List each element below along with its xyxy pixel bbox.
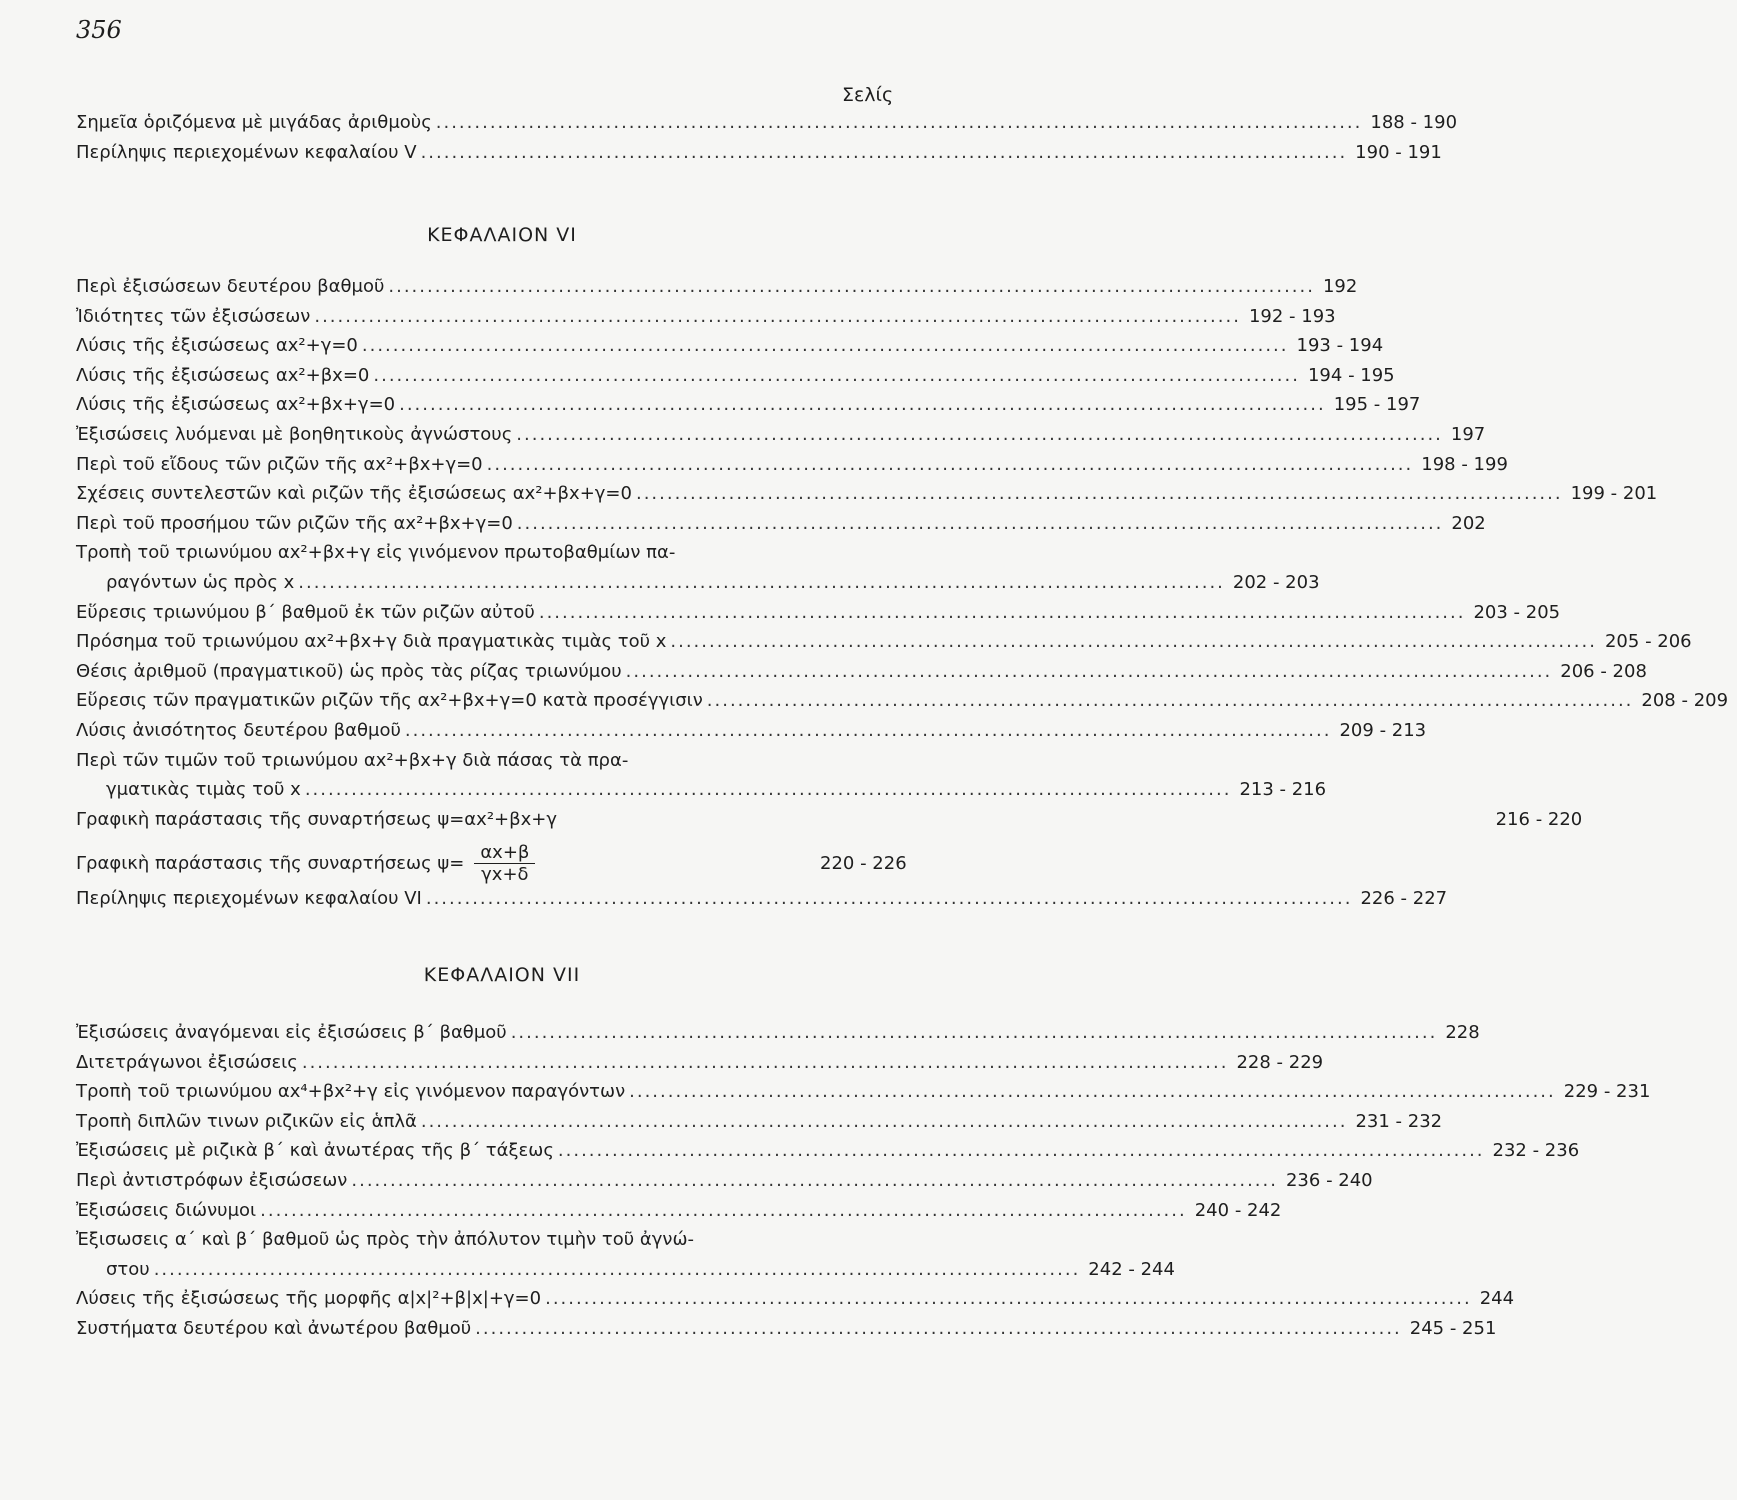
leader-dots: ........................................................................................................................ [670,631,1597,653]
toc-entry [76,1317,1497,1348]
pages-column-header: Σελίς [842,84,894,106]
toc-entry-pages: 203 - 205 [1473,601,1561,623]
toc-entry-title: Εὕρεσις τῶν πραγματικῶν ριζῶν τῆς αx²+βx+γ=0 κατὰ προσέγγισιν [76,690,703,712]
toc-entry-line2 [76,1258,1175,1289]
toc-entry [76,808,1583,839]
toc-entry-pages: 240 - 242 [1194,1199,1282,1221]
toc-entry [76,631,1692,661]
toc-entry [76,394,1421,424]
leader-dots: ........................................................................................................................ [435,112,1363,133]
leader-dots: ........................................................................................................................ [373,364,1300,386]
toc-entry [76,1051,1324,1082]
leader-dots: ........................................................................................................................ [545,1288,1472,1310]
toc-entry-pages: 194 - 195 [1307,364,1395,386]
toc-entry-pages: 195 - 197 [1333,394,1421,416]
leader-dots: ........................................................................................................................ [404,719,1332,741]
toc-entry-title: Λύσις τῆς ἐξισώσεως αx²+βx+γ=0 [76,394,396,416]
toc-entry [76,719,1427,750]
toc-entry-pages: 192 - 193 [1248,305,1336,327]
toc-entry-pages: 199 - 201 [1570,483,1658,505]
toc-entry-pages: 208 - 209 [1641,690,1729,712]
leader-dots: ........................................................................................................................ [486,453,1414,475]
toc-entry-title: Τροπὴ τοῦ τριωνύμου αx²+βx+γ εἰς γινόμενον πρωτοβαθμίων πα- [76,542,676,564]
toc-entry-title: Περὶ ἐξισώσεων δευτέρου βαθμοῦ [76,276,385,297]
toc-entry [76,335,1384,365]
toc-entry-pages: 198 - 199 [1421,453,1508,475]
toc-entry [76,1081,1651,1111]
toc-entry [76,1169,1373,1200]
toc-entry [76,112,1458,142]
toc-entry-title: Διτετράγωνοι ἐξισώσεις [76,1051,298,1073]
toc-entry-pages: 216 - 220 [1495,808,1583,830]
fraction-numerator: αx+β [474,842,535,864]
toc-entry-title: Περίληψις περιεχομένων κεφαλαίου V [76,141,417,163]
leader-dots: ........................................................................................................................ [301,1051,1229,1073]
toc-entry-title: Εὕρεσις τριωνύμου β´ βαθμοῦ ἐκ τῶν ριζῶν αὐτοῦ [76,601,535,623]
leader-dots: ........................................................................................................................ [153,1258,1081,1280]
toc-entry [76,888,1448,918]
toc-entry-line1 [76,542,916,572]
toc-entry [76,1022,1480,1052]
toc-entry-title: Λύσεις τῆς ἐξισώσεως τῆς μορφῆς α|x|²+β|x|+γ=0 [76,1288,542,1310]
toc-entry-title: Περὶ τῶν τιμῶν τοῦ τριωνύμου αx²+βx+γ διὰ πάσας τὰ πρα- [76,749,629,771]
leader-dots: ........................................................................................................................ [516,423,1443,445]
toc-entry-pages: 192 [1322,276,1358,297]
toc-entry-pages: 229 - 231 [1563,1081,1651,1103]
toc-entry-pages: 226 - 227 [1360,888,1448,910]
leader-dots: ........................................................................................................................ [399,394,1326,416]
leader-dots: ........................................................................................................................ [388,276,1315,297]
toc-chapter-7 [76,1022,1651,1348]
toc-entry [76,1199,1282,1230]
toc-entry-pages: 190 - 191 [1355,141,1442,163]
toc-entry-pages: 242 - 244 [1088,1258,1175,1280]
leader-dots: ........................................................................................................................ [351,1169,1278,1191]
toc-entry-title: Σημεῖα ὁριζόμενα μὲ μιγάδας ἀριθμοὺς [76,112,432,133]
toc-entry-title: Ἐξισώσεις μὲ ριζικὰ β´ καὶ ἀνωτέρας τῆς β´ τάξεως [76,1140,554,1162]
toc-entry [76,512,1486,543]
toc-entry [76,660,1647,691]
toc-entry-title: Σχέσεις συντελεστῶν καὶ ριζῶν τῆς ἐξισώσεως αx²+βx+γ=0 [76,483,632,505]
toc-entry [76,305,1336,336]
toc-entry-title: Ἐξισώσεις διώνυμοι [76,1199,257,1221]
toc-entry [76,483,1658,513]
toc-entry-title: Γραφικὴ παράστασις τῆς συναρτήσεως ψ=αx²+βx+γ [76,808,557,830]
toc-entry-pages: 197 [1450,423,1486,445]
toc-entry [76,1110,1443,1141]
toc-entry [76,141,1442,172]
leader-dots: ........................................................................................................................ [361,335,1289,357]
toc-entry-pages: 205 - 206 [1604,631,1692,653]
fraction-denominator: γx+δ [481,863,529,885]
fraction [474,842,535,885]
toc-entry-pages: 232 - 236 [1492,1140,1580,1162]
toc-entry-pages: 202 [1451,512,1486,534]
toc-entry-line2 [76,571,1320,602]
page-number: 356 [76,16,122,44]
toc-entry-pages: 188 - 190 [1370,112,1458,133]
toc-entry-title: Λύσις τῆς ἐξισώσεως αx²+γ=0 [76,335,358,357]
leader-dots: ........................................................................................................................ [706,690,1634,712]
toc-entry-pages: 220 - 226 [820,852,907,874]
leader-dots: ........................................................................................................................ [510,1022,1438,1043]
leader-dots: ........................................................................................................................ [260,1199,1187,1221]
leader-dots: ........................................................................................................................ [557,1140,1485,1162]
toc-entry-pages: 206 - 208 [1560,660,1647,682]
toc-entry [76,453,1508,484]
leader-dots: ........................................................................................................................ [314,305,1241,327]
toc-entry-pages: 213 - 216 [1239,779,1327,801]
toc-entry-line1 [76,1229,916,1259]
toc-entry-title: Περὶ ἀντιστρόφων ἐξισώσεων [76,1169,348,1191]
leader-dots: ........................................................................................................................ [629,1081,1556,1103]
leader-dots: ........................................................................................................................ [425,888,1353,910]
toc-entry-pages: 244 [1479,1288,1515,1310]
toc-entry-title: Γραφικὴ παράστασις τῆς συναρτήσεως ψ= [76,852,465,874]
toc-entry [76,1288,1515,1318]
toc-entry-title: Ἰδιότητες τῶν ἐξισώσεων [76,305,311,327]
leader-dots: ........................................................................................................................ [538,601,1466,623]
toc-entry-line2 [76,779,1327,809]
toc-entry-title: Περίληψις περιεχομένων κεφαλαίου VI [76,888,422,910]
toc-entry-pages: 236 - 240 [1285,1169,1373,1191]
toc-entry [76,276,1358,306]
toc-entry [76,364,1395,395]
leader-dots: ........................................................................................................................ [475,1317,1402,1339]
toc-entry-title: Τροπὴ διπλῶν τινων ριζικῶν εἰς ἁπλᾶ [76,1110,417,1132]
toc-entry-title: Συστήματα δευτέρου καὶ ἀνωτέρου βαθμοῦ [76,1317,472,1339]
toc-entry-pages: 228 - 229 [1236,1051,1324,1073]
toc-entry [76,1140,1580,1170]
toc-entry [76,601,1561,632]
leader-dots: ........................................................................................................................ [635,483,1563,505]
toc-entry-pages: 202 - 203 [1232,571,1320,593]
toc-entry-pages: 228 [1445,1022,1480,1043]
toc-entry-pages: 245 - 251 [1409,1317,1497,1339]
toc-entry-title: Περὶ τοῦ προσήμου τῶν ριζῶν τῆς αx²+βx+γ=0 [76,512,513,534]
toc-entry-title: Λύσις τῆς ἐξισώσεως αx²+βx=0 [76,364,370,386]
leader-dots: ........................................................................................................................ [420,1110,1348,1132]
leader-dots: ........................................................................................................................ [304,779,1232,801]
toc-entry-pages: 209 - 213 [1339,719,1427,741]
toc-entry-title: Λύσις ἀνισότητος δευτέρου βαθμοῦ [76,719,401,741]
toc-chapter-6 [76,276,1729,918]
toc-entry-title: Ἐξισώσεις ἀναγόμεναι εἰς ἐξισώσεις β´ βαθμοῦ [76,1022,507,1043]
leader-dots: ........................................................................................................................ [516,512,1444,534]
toc-entry-title: Τροπὴ τοῦ τριωνύμου αx⁴+βx²+γ εἰς γινόμενον παραγόντων [76,1081,626,1103]
toc-entry-pages: 231 - 232 [1355,1110,1443,1132]
chapter-6-heading: ΚΕΦΑΛΑΙΟΝ VI [427,224,577,246]
leader-dots: ........................................................................................................................ [298,571,1225,593]
chapter-7-heading: ΚΕΦΑΛΑΙΟΝ VII [423,964,581,986]
leader-dots: ........................................................................................................................ [625,660,1553,682]
toc-entry-title: Περὶ τοῦ εἴδους τῶν ριζῶν τῆς αx²+βx+γ=0 [76,453,483,475]
toc-entry-title: Πρόσημα τοῦ τριωνύμου αx²+βx+γ διὰ πραγματικὰς τιμὰς τοῦ x [76,631,667,653]
toc-entry [76,690,1729,720]
toc-top-section [76,112,1458,171]
toc-entry-title: Θέσις ἀριθμοῦ (πραγματικοῦ) ὡς πρὸς τὰς ρίζας τριωνύμου [76,660,622,682]
toc-entry-line1 [76,750,916,780]
toc-entry [76,838,916,888]
leader-dots: ........................................................................................................................ [420,141,1348,163]
toc-entry-title-continued: ραγόντων ὡς πρὸς x [106,571,295,593]
toc-entry [76,423,1486,454]
toc-entry-pages: 193 - 194 [1296,335,1384,357]
toc-entry-title: Ἐξισωσεις α´ καὶ β´ βαθμοῦ ὡς πρὸς τὴν ἀπόλυτον τιμὴν τοῦ ἀγνώ- [76,1229,695,1251]
toc-entry-title-continued: γματικὰς τιμὰς τοῦ x [106,779,301,801]
toc-entry-title: Ἐξισώσεις λυόμεναι μὲ βοηθητικοὺς ἀγνώστους [76,423,513,445]
toc-entry-title-continued: στου [106,1258,150,1280]
